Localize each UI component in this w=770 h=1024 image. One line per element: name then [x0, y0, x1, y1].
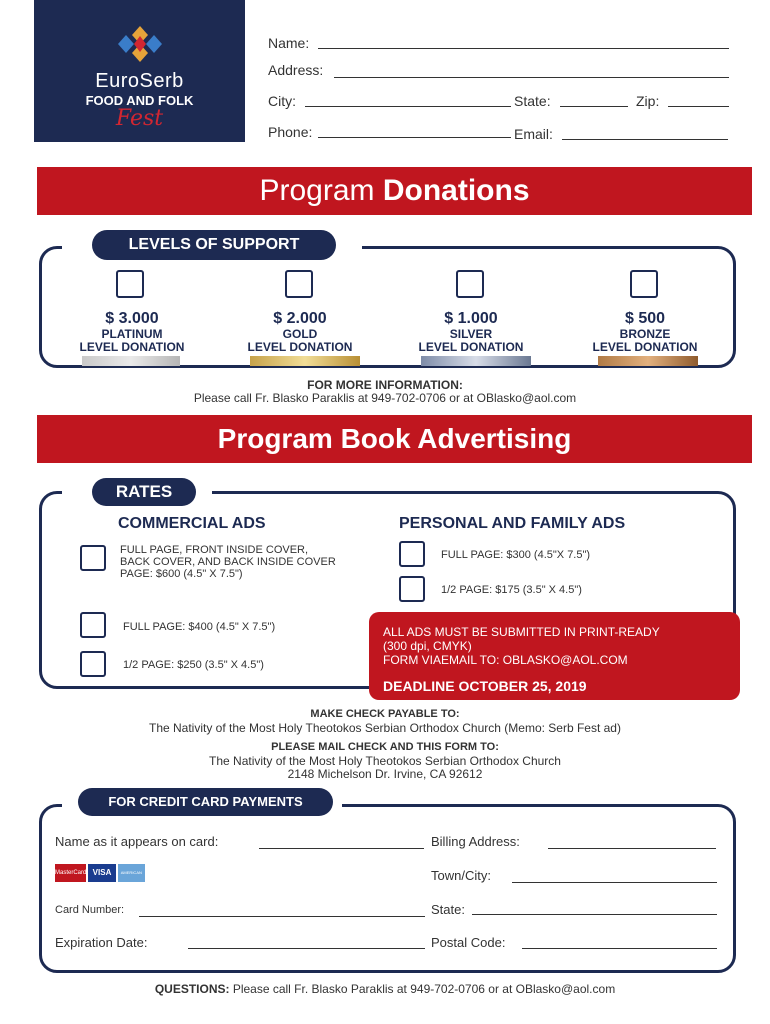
festival-logo	[34, 0, 245, 142]
silver-level	[401, 310, 541, 354]
email-label: Email:	[514, 126, 553, 142]
gold-level	[230, 310, 370, 354]
card-logos	[55, 864, 145, 893]
phone-field[interactable]	[318, 137, 511, 138]
mastercard-logo: MasterCard	[55, 864, 86, 882]
more-info-heading: FOR MORE INFORMATION:	[307, 378, 463, 392]
city-label: City:	[268, 93, 296, 109]
email-field[interactable]	[562, 139, 728, 140]
gold-sub: LEVEL DONATION	[247, 340, 353, 354]
cc-state-field[interactable]	[472, 914, 717, 915]
platinum-sub: LEVEL DONATION	[79, 340, 185, 354]
donations-banner-bold: Donations	[382, 174, 530, 207]
levels-pill: LEVELS OF SUPPORT	[92, 230, 336, 260]
silver-swatch	[421, 356, 531, 366]
footer-text: Please call Fr. Blasko Paraklis at 949-702-0706 or at OBlasko@aol.com	[229, 982, 616, 996]
platinum-level	[62, 310, 202, 354]
rates-pill: RATES	[92, 478, 196, 506]
card-number-field[interactable]	[139, 916, 425, 917]
silver-name: SILVER	[449, 327, 493, 341]
personal-full-checkbox[interactable]	[399, 541, 425, 567]
bronze-level	[574, 310, 716, 354]
commercial-full-premium-text: FULL PAGE, FRONT INSIDE COVER, BACK COVER, AND BACK INSIDE COVER PAGE: $600 (4.5" X 7.5")	[120, 544, 336, 580]
platinum-amount: $ 3.000	[105, 310, 159, 327]
check-text: The Nativity of the Most Holy Theotokos Serbian Orthodox Church (Memo: Serb Fest ad)	[149, 721, 621, 735]
bronze-checkbox[interactable]	[630, 270, 658, 298]
platinum-swatch	[82, 356, 180, 366]
check-heading: MAKE CHECK PAYABLE TO:	[310, 708, 460, 720]
personal-heading: PERSONAL AND FAMILY ADS	[399, 515, 626, 532]
postal-code-label: Postal Code:	[431, 935, 506, 950]
address-label: Address:	[268, 62, 324, 78]
billing-address-field[interactable]	[548, 848, 716, 849]
amex-logo: AMERICAN EXPRESS	[118, 864, 145, 882]
gold-swatch	[250, 356, 360, 366]
zip-label: Zip:	[636, 93, 660, 109]
bronze-swatch	[598, 356, 698, 366]
donations-banner-light: Program	[259, 174, 375, 207]
silver-sub: LEVEL DONATION	[418, 340, 524, 354]
silver-checkbox[interactable]	[456, 270, 484, 298]
commercial-full-checkbox[interactable]	[80, 612, 106, 638]
state-field[interactable]	[560, 106, 628, 107]
bronze-amount: $ 500	[624, 310, 666, 327]
silver-amount: $ 1.000	[444, 310, 498, 327]
platinum-name: PLATINUM	[101, 327, 163, 341]
gold-name: GOLD	[282, 327, 318, 341]
donations-banner	[37, 167, 752, 215]
name-on-card-field[interactable]	[259, 848, 424, 849]
commercial-half-checkbox[interactable]	[80, 651, 106, 677]
platinum-checkbox[interactable]	[116, 270, 144, 298]
commercial-half-text: 1/2 PAGE: $250 (3.5" X 4.5")	[123, 659, 264, 671]
name-field[interactable]	[318, 48, 729, 49]
logo-script: Fest	[115, 106, 164, 131]
personal-full-text: FULL PAGE: $300 (4.5"X 7.5")	[441, 549, 591, 561]
notice-line-1: ALL ADS MUST BE SUBMITTED IN PRINT-READY	[383, 625, 660, 639]
credit-card-pill: FOR CREDIT CARD PAYMENTS	[78, 788, 333, 816]
diamond-ornament-icon	[118, 26, 162, 62]
more-info-text: Please call Fr. Blasko Paraklis at 949-702-0706 or at OBlasko@aol.com	[193, 391, 577, 405]
cc-state-label: State:	[431, 902, 465, 917]
commercial-full-text: FULL PAGE: $400 (4.5" X 7.5")	[123, 621, 276, 633]
address-field[interactable]	[334, 77, 729, 78]
city-field[interactable]	[305, 106, 511, 107]
visa-logo: VISA	[88, 864, 115, 882]
name-on-card-label: Name as it appears on card:	[55, 834, 219, 849]
mail-line-1: The Nativity of the Most Holy Theotokos Serbian Orthodox Church	[209, 754, 561, 768]
advertising-banner: Program Book Advertising	[37, 415, 752, 463]
footer-questions	[0, 982, 770, 996]
zip-field[interactable]	[668, 106, 729, 107]
billing-address-label: Billing Address:	[431, 834, 520, 849]
card-number-label: Card Number:	[55, 904, 125, 916]
gold-checkbox[interactable]	[285, 270, 313, 298]
logo-title: EuroSerb	[95, 70, 184, 92]
commercial-full-premium-checkbox[interactable]	[80, 545, 106, 571]
footer-label: QUESTIONS:	[154, 982, 230, 996]
commercial-heading: COMMERCIAL ADS	[118, 515, 266, 532]
bronze-sub: LEVEL DONATION	[592, 340, 698, 354]
town-city-label: Town/City:	[431, 868, 491, 883]
state-label: State:	[514, 93, 551, 109]
personal-half-checkbox[interactable]	[399, 576, 425, 602]
notice-line-3: FORM VIAEMAIL TO: OBLASKO@AOL.COM	[383, 653, 628, 667]
submission-notice	[369, 612, 740, 700]
deadline-text: DEADLINE OCTOBER 25, 2019	[383, 678, 587, 694]
bronze-name: BRONZE	[619, 327, 671, 341]
mail-heading: PLEASE MAIL CHECK AND THIS FORM TO:	[271, 741, 499, 753]
gold-amount: $ 2.000	[273, 310, 327, 327]
town-city-field[interactable]	[512, 882, 717, 883]
expiration-field[interactable]	[188, 948, 425, 949]
postal-code-field[interactable]	[522, 948, 717, 949]
notice-line-2: (300 dpi, CMYK)	[383, 639, 472, 653]
personal-half-text: 1/2 PAGE: $175 (3.5" X 4.5")	[441, 584, 582, 596]
mail-line-2: 2148 Michelson Dr. Irvine, CA 92612	[287, 767, 483, 781]
logo-subtitle: FOOD AND FOLK	[85, 93, 194, 108]
phone-label: Phone:	[268, 124, 313, 140]
expiration-label: Expiration Date:	[55, 935, 148, 950]
name-label: Name:	[268, 35, 310, 51]
